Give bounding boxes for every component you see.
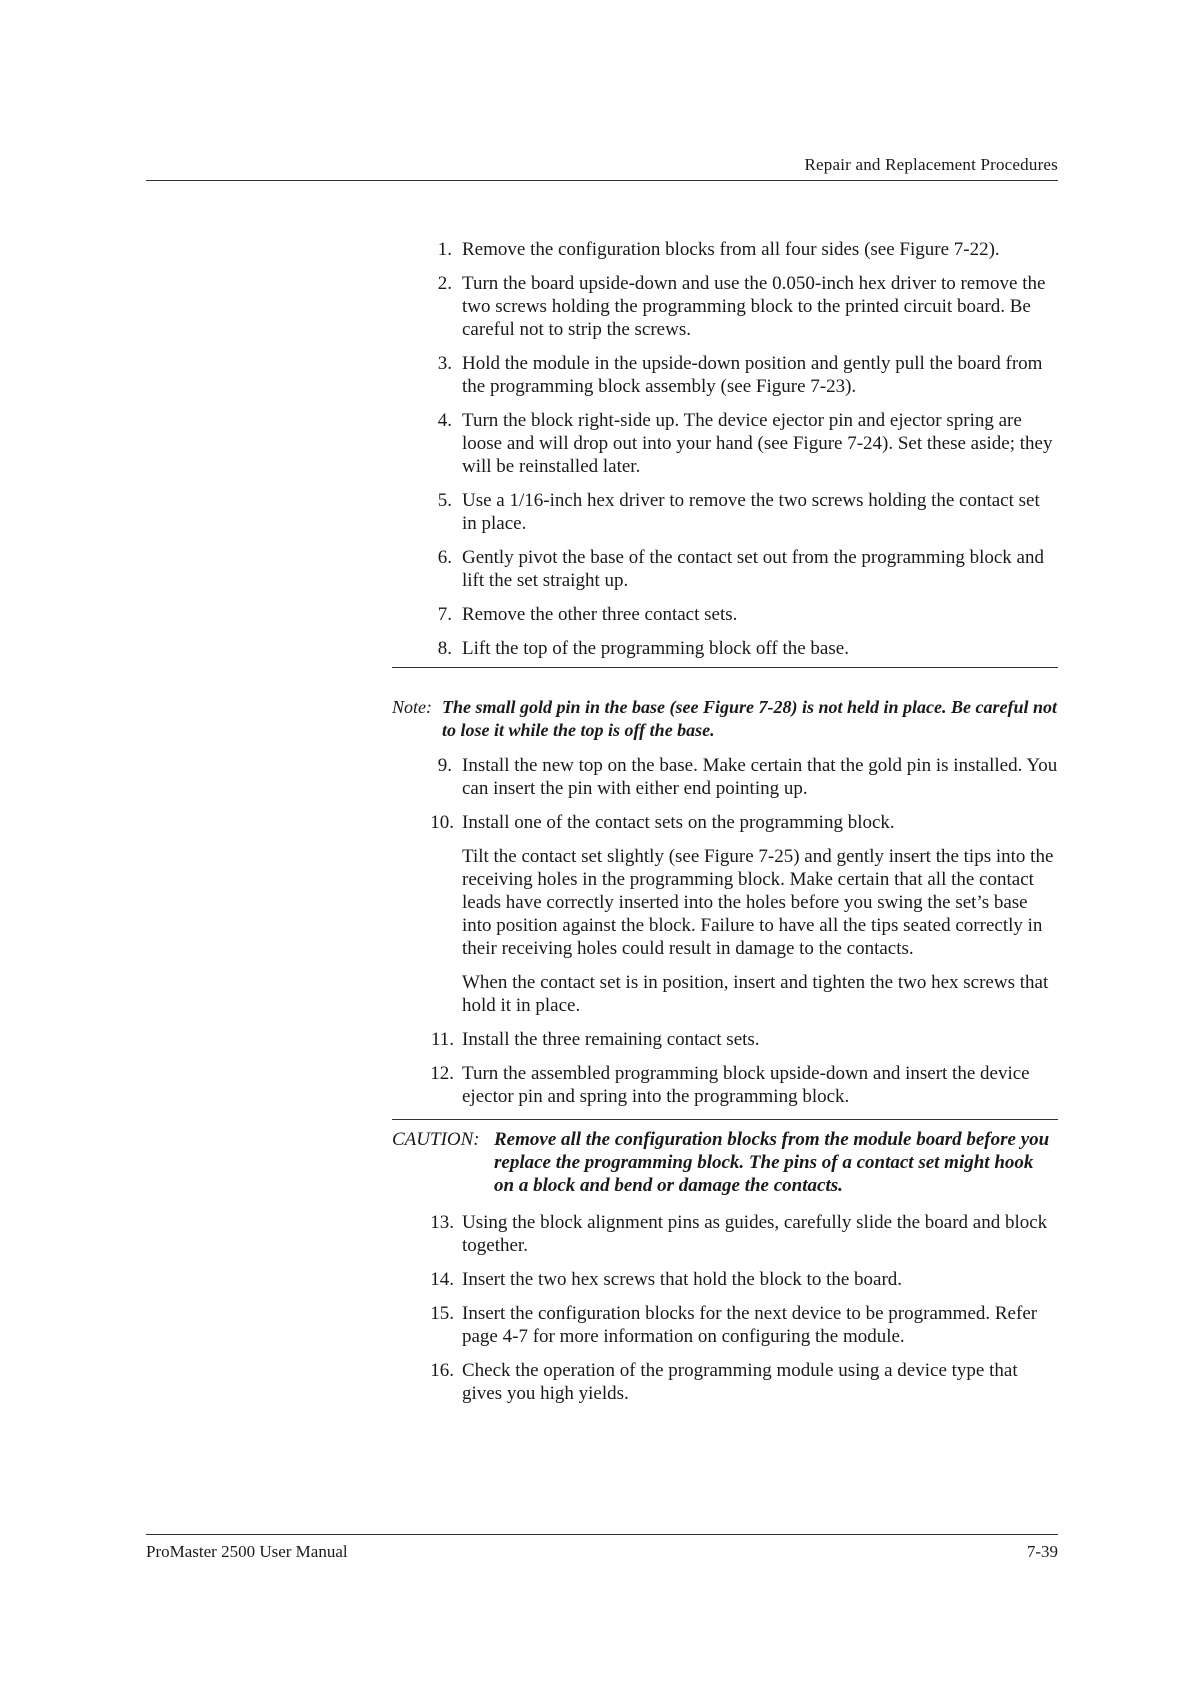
step-item <box>430 754 1058 800</box>
step-text: Turn the assembled programming block upside-down and insert the device ejector pin and spring into the programming block. <box>462 1063 1030 1107</box>
step-item <box>430 352 1058 398</box>
paragraph-position: When the contact set is in position, insert and tighten the two hex screws that hold it in place. <box>462 972 1049 1016</box>
step-item <box>430 409 1058 478</box>
caution-rule <box>392 1119 1058 1120</box>
note-rule <box>392 667 1058 668</box>
step-text: Install the three remaining contact sets. <box>462 1029 760 1050</box>
steps-list-b <box>430 754 1058 834</box>
steps-list-d <box>430 1211 1058 1405</box>
step-text: Turn the block right-side up. The device ejector pin and ejector spring are loose and will drop out into your hand (see Figure 7-24). Set these aside; they will be reinstalled later. <box>462 410 1053 477</box>
step-item <box>430 603 1058 626</box>
step-text: Install one of the contact sets on the programming block. <box>462 812 895 833</box>
step-number: 3. <box>437 353 452 374</box>
note-block <box>392 696 1058 742</box>
note-text: The small gold pin in the base (see Figure 7-28) is not held in place. Be careful not to lose it while the top is off the base. <box>442 697 1058 740</box>
step-number: 7. <box>437 604 452 625</box>
step-number: 9. <box>437 755 452 776</box>
step-text: Insert the configuration blocks for the next device to be programmed. Refer page 4-7 for more information on configuring the module. <box>462 1303 1038 1347</box>
step-text: Using the block alignment pins as guides, carefully slide the board and block together. <box>462 1212 1048 1256</box>
step-number: 5. <box>437 490 452 511</box>
step-item <box>430 1359 1058 1405</box>
step-number: 15. <box>430 1303 454 1324</box>
step-item <box>430 1302 1058 1348</box>
step-item <box>430 637 1058 660</box>
step-number: 1. <box>437 239 452 260</box>
step-text: Remove the other three contact sets. <box>462 604 738 625</box>
step-item <box>430 1211 1058 1257</box>
caution-text: Remove all the configuration blocks from the module board before you replace the programming block. The pins of a contact set might hook on a block and bend or damage the contacts. <box>494 1129 1050 1196</box>
caution-block <box>392 1128 1058 1197</box>
step-number: 14. <box>430 1269 454 1290</box>
caution-label: CAUTION: <box>392 1129 480 1150</box>
step-text: Check the operation of the programming module using a device type that gives you high yields. <box>462 1360 1018 1404</box>
paragraph-tilt: Tilt the contact set slightly (see Figure 7-25) and gently insert the tips into the receiving holes in the programming block. Make certain that all the contact leads have correctly inserted into the holes before you swing the set’s base into position against the block. Failure to have all the tips seated correctly in their receiving holes could result in damage to the contacts. <box>462 846 1054 959</box>
steps-list-a <box>430 238 1058 660</box>
step-number: 12. <box>430 1063 454 1084</box>
step-item <box>430 1028 1058 1051</box>
step-number: 16. <box>430 1360 454 1381</box>
step-item <box>430 1268 1058 1291</box>
step-number: 13. <box>430 1212 454 1233</box>
step-text: Gently pivot the base of the contact set out from the programming block and lift the set straight up. <box>462 547 1044 591</box>
step-item <box>430 489 1058 535</box>
step-number: 11. <box>430 1029 454 1050</box>
step-item <box>430 546 1058 592</box>
steps-list-c <box>430 1028 1058 1108</box>
step-number: 2. <box>437 273 452 294</box>
step-text: Hold the module in the upside-down position and gently pull the board from the programming block assembly (see Figure 7-23). <box>462 353 1043 397</box>
footer-rule <box>146 1534 1058 1535</box>
footer-manual-title: ProMaster 2500 User Manual <box>146 1542 348 1561</box>
step-item <box>430 272 1058 341</box>
step-item <box>430 238 1058 261</box>
step-text: Use a 1/16-inch hex driver to remove the two screws holding the contact set in place. <box>462 490 1040 534</box>
page-body <box>392 238 1058 1416</box>
header-rule <box>146 180 1058 181</box>
step-item <box>430 1062 1058 1108</box>
step-number: 4. <box>437 410 452 431</box>
step-number: 6. <box>437 547 452 568</box>
step-number: 8. <box>437 638 452 659</box>
step-text: Install the new top on the base. Make certain that the gold pin is installed. You can insert the pin with either end pointing up. <box>462 755 1058 799</box>
step-number: 10. <box>430 812 454 833</box>
step-text: Turn the board upside-down and use the 0.050-inch hex driver to remove the two screws holding the programming block to the printed circuit board. Be careful not to strip the screws. <box>462 273 1046 340</box>
note-label: Note: <box>392 697 432 717</box>
step-item <box>430 811 1058 834</box>
running-header: Repair and Replacement Procedures <box>804 155 1058 174</box>
step-text: Remove the configuration blocks from all four sides (see Figure 7-22). <box>462 239 1000 260</box>
step-text: Insert the two hex screws that hold the block to the board. <box>462 1269 903 1290</box>
page-number: 7-39 <box>1026 1542 1058 1561</box>
step-text: Lift the top of the programming block off the base. <box>462 638 849 659</box>
